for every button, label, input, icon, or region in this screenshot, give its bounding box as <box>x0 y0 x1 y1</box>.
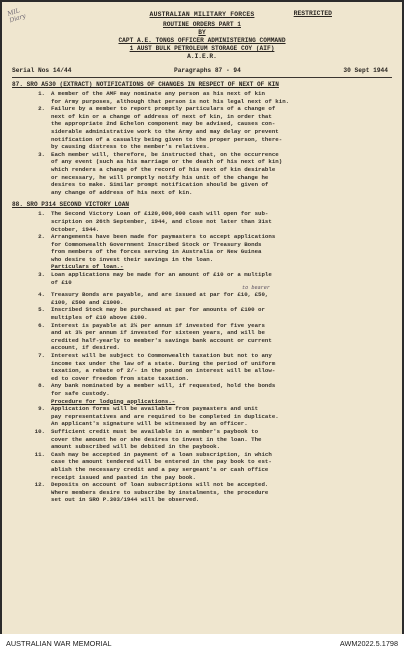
item-text: any change of address of his next of kin. <box>51 188 193 196</box>
item-number: 1. <box>38 210 45 218</box>
numbered-item-line <box>12 489 392 497</box>
numbered-item-line <box>12 174 392 182</box>
item-number <box>12 98 51 106</box>
item-number: 1. <box>38 90 45 97</box>
header-title: AUSTRALIAN MILITARY FORCES <box>149 11 255 18</box>
numbered-item-line <box>12 458 392 466</box>
numbered-item-line <box>12 443 392 451</box>
paragraph-87-items <box>12 90 392 196</box>
orders-heading: ROUTINE ORDERS PART 1 <box>163 21 241 28</box>
item-number <box>12 360 51 368</box>
numbered-item-line <box>12 299 392 307</box>
numbered-item-line <box>12 271 392 279</box>
subheading: Procedure for lodging applications.- <box>51 397 176 405</box>
paragraph-88-heading: 88. SRO P314 SECOND VICTORY LOAN <box>12 201 130 209</box>
item-text: of any event (such as his marriage or the death of his next of kin) <box>51 158 283 166</box>
item-text: The Second Victory Loan of £120,000,000 cash will open for sub- <box>51 210 269 218</box>
item-number <box>12 420 51 428</box>
item-text: of £10 <box>51 278 72 286</box>
numbered-item-line <box>12 496 392 504</box>
item-number <box>12 367 51 375</box>
item-number: 3. <box>38 271 45 279</box>
item-number <box>12 120 51 128</box>
numbered-item-line <box>12 248 392 256</box>
item-text: income tax under the law of a state. During the period of uniform <box>51 359 276 367</box>
numbered-item-line <box>12 382 392 390</box>
numbered-item-line <box>12 143 392 151</box>
numbered-item-line <box>12 105 392 113</box>
separator-rule <box>12 77 392 78</box>
item-text: set out in SRO P.303/1944 will be observed. <box>51 496 200 504</box>
numbered-item-line <box>12 166 392 174</box>
item-number: 7. <box>38 352 45 359</box>
document-page <box>2 2 402 634</box>
item-number <box>12 241 51 249</box>
item-number: 11. <box>34 450 45 458</box>
item-text: account, if desired. <box>51 344 121 352</box>
item-text: Any bank nominated by a member will, if requested, hold the bonds <box>51 382 276 390</box>
numbered-item-line <box>12 241 392 249</box>
officer-line: CAPT A.E. TONGS OFFICER ADMINISTERING COMMAND <box>118 37 286 44</box>
numbered-item-line <box>12 113 392 121</box>
numbered-item-line <box>12 420 392 428</box>
unit-line: 1 AUST BULK PETROLEUM STORAGE COY (AIF) <box>129 45 275 52</box>
paragraph-range: Paragraphs 87 - 94 <box>174 67 241 74</box>
numbered-item-line <box>12 451 392 459</box>
item-number <box>12 128 51 136</box>
item-text: for Commonwealth Government Inscribed Stock or Treasury Bonds <box>51 240 262 248</box>
numbered-item-line <box>12 151 392 159</box>
numbered-item-line <box>12 189 392 197</box>
item-number <box>12 344 51 352</box>
item-number <box>12 474 51 482</box>
item-number: 2. <box>38 233 45 241</box>
item-text: cover the amount he or she desires to invest in the loan. The <box>51 435 262 443</box>
numbered-item-line <box>12 481 392 489</box>
item-number <box>12 248 51 256</box>
item-text: ablish the necessary credit and a pay sergeant's or cash office <box>51 465 269 473</box>
numbered-item-line <box>12 279 392 287</box>
numbered-item-line <box>12 128 392 136</box>
item-text: or necessary, he will promptly notify his unit of the change he <box>51 173 269 181</box>
item-text: October, 1944. <box>51 225 100 233</box>
item-number: 10. <box>34 427 45 435</box>
item-number: 9. <box>38 405 45 413</box>
item-text: credited half-yearly to member's savings bank account or current <box>51 336 272 344</box>
item-number <box>12 256 51 264</box>
item-text: for safe custody. <box>51 389 110 397</box>
serial-numbers: Serial Nos 14/44 <box>12 67 72 74</box>
item-number <box>12 375 51 383</box>
item-number <box>12 136 51 144</box>
item-number <box>12 413 51 421</box>
item-number <box>12 443 51 451</box>
item-text: Where members desire to subscribe by instalments, the procedure <box>51 488 269 496</box>
item-number <box>12 226 51 234</box>
item-number: 6. <box>38 321 45 329</box>
numbered-item-line <box>12 233 392 241</box>
item-number <box>12 329 51 337</box>
item-number <box>12 181 51 189</box>
numbered-item-line <box>12 291 392 299</box>
item-text: Cash may be accepted in payment of a loan subscription, in which <box>51 450 272 458</box>
item-number <box>12 489 51 497</box>
item-text: Inscribed Stock may be purchased at par for amounts of £100 or <box>51 306 265 314</box>
numbered-item-line <box>12 413 392 421</box>
numbered-item-line <box>12 314 392 322</box>
numbered-item-line <box>12 158 392 166</box>
item-text: siderable administrative work to the Army and may delay or prevent <box>51 127 279 135</box>
numbered-item-line <box>12 474 392 482</box>
numbered-item-line <box>12 466 392 474</box>
numbered-item-line <box>12 218 392 226</box>
item-number <box>12 466 51 474</box>
item-number <box>12 314 51 322</box>
item-text: Sufficient credit must be available in a member's paybook to <box>51 427 259 435</box>
numbered-item-line <box>12 428 392 436</box>
item-number: 4. <box>38 291 45 299</box>
item-number: 2. <box>38 105 45 113</box>
item-text: Interest is payable at 2¼ per annum if invested for five years <box>51 321 265 329</box>
item-number <box>12 390 51 398</box>
numbered-item-line <box>12 375 392 383</box>
item-number <box>12 458 51 466</box>
item-number <box>12 113 51 121</box>
numbered-item-line <box>12 226 392 234</box>
numbered-item-line <box>12 136 392 144</box>
item-text: notification of a casualty being given to the proper person, there- <box>51 135 283 143</box>
item-text: pay representatives and are required to be completed in duplicate. <box>51 412 279 420</box>
item-number <box>12 496 51 504</box>
item-text: £100, £500 and £1000. <box>51 298 124 306</box>
paragraph-88-items <box>12 210 392 504</box>
item-number: 8. <box>38 382 45 390</box>
item-text: Loan applications may be made for an amount of £10 or a multiple <box>51 271 272 279</box>
numbered-item-line <box>12 256 392 264</box>
item-text: Treasury Bonds are payable, and are issued at par for £10, £50, <box>51 291 269 299</box>
item-text: Arrangements have been made for paymasters to accept applications <box>51 233 276 241</box>
by-line: BY <box>198 29 206 36</box>
item-text: who desire to invest their savings in the loan. <box>51 255 214 263</box>
paragraph-87-heading: 87. SRO A530 (EXTRACT) NOTIFICATIONS OF CHANGES IN RESPECT OF NEXT OF KIN <box>12 81 279 88</box>
item-text: An applicant's signature will be witnessed by an officer. <box>51 420 248 428</box>
item-number <box>12 174 51 182</box>
item-text: for Army purposes, although that person is not his legal next of kin. <box>51 97 290 105</box>
numbered-item-line <box>12 390 392 398</box>
numbered-item-line <box>12 367 392 375</box>
item-text: case the amount tendered will be entered in the pay book to est- <box>51 458 272 466</box>
numbered-item-line <box>12 322 392 330</box>
numbered-item-line <box>12 90 392 98</box>
numbered-item-line <box>12 181 392 189</box>
item-text: from members of the forces serving in Australia or New Guinea <box>51 248 262 256</box>
item-text: next of kin or a change of address of next of kin, in order that <box>51 112 272 120</box>
order-date: 30 Sept 1944 <box>343 67 388 74</box>
item-number <box>12 279 51 287</box>
numbered-item-line <box>12 306 392 314</box>
item-text: Application forms will be available from paymasters and unit <box>51 405 259 413</box>
item-number <box>12 166 51 174</box>
item-number <box>12 436 51 444</box>
item-text: and at 3¼ per annum if invested for sixteen years, and will be <box>51 329 265 337</box>
item-number: 5. <box>38 306 45 314</box>
item-text: the appropriate 2nd Echelon component may be advised, causes con- <box>51 120 276 128</box>
item-text: taxation, a rebate of 2/- in the pound on interest will be allow- <box>51 367 276 375</box>
item-number <box>12 337 51 345</box>
footer-institution: AUSTRALIAN WAR MEMORIAL <box>6 639 112 648</box>
numbered-item-line <box>12 120 392 128</box>
numbered-item-line <box>12 344 392 352</box>
numbered-item-line <box>12 360 392 368</box>
numbered-item-line <box>12 405 392 413</box>
item-text: Deposits on account of loan subscriptions will not be accepted. <box>51 481 269 489</box>
item-number <box>12 299 51 307</box>
item-text: scription on 26th September, 1944, and close not later than 31st <box>51 217 272 225</box>
item-text: multiples of £10 above £100. <box>51 314 148 322</box>
item-text: desires to make. Similar prompt notification should be given of <box>51 181 269 189</box>
handwritten-insertion: to bearer <box>242 285 271 292</box>
item-number: 3. <box>38 150 45 158</box>
handwritten-note: MIL Diary <box>6 7 27 25</box>
item-number <box>12 218 51 226</box>
item-text: Interest will be subject to Commonwealth taxation but not to any <box>51 352 272 359</box>
item-text: A member of the AMF may nominate any person as his next of kin <box>51 90 265 97</box>
numbered-item-line <box>12 329 392 337</box>
numbered-item-line <box>12 210 392 218</box>
item-text: by causing distress to the member's relatives. <box>51 143 210 151</box>
header-title-row <box>12 10 392 21</box>
numbered-item-line <box>12 436 392 444</box>
item-text: Each member will, therefore, be instructed that, on the occurrence <box>51 150 279 158</box>
item-number <box>12 158 51 166</box>
serial-row <box>12 67 392 75</box>
item-number: 12. <box>34 481 45 489</box>
archive-footer <box>0 634 404 653</box>
item-number <box>12 189 51 197</box>
unit-abbreviation: A.I.E.R. <box>187 53 217 60</box>
numbered-item-line <box>12 352 392 360</box>
item-text: which renders a change of the record of his next of kin desirable <box>51 165 276 173</box>
numbered-item-line <box>12 98 392 106</box>
item-text: receipt issued and pasted in the pay book. <box>51 473 196 481</box>
classification-label: RESTRICTED <box>293 10 332 17</box>
item-number <box>12 143 51 151</box>
item-text: ed to cover freedom from state taxation. <box>51 374 190 382</box>
footer-accession: AWM2022.5.1798 <box>339 639 398 648</box>
subheading: Particulars of loan.- <box>51 263 124 271</box>
item-text: Failure by a member to report promptly particulars of a change of <box>51 105 276 113</box>
item-text: amount subscribed will be debited in the paybook. <box>51 443 221 451</box>
numbered-item-line <box>12 337 392 345</box>
